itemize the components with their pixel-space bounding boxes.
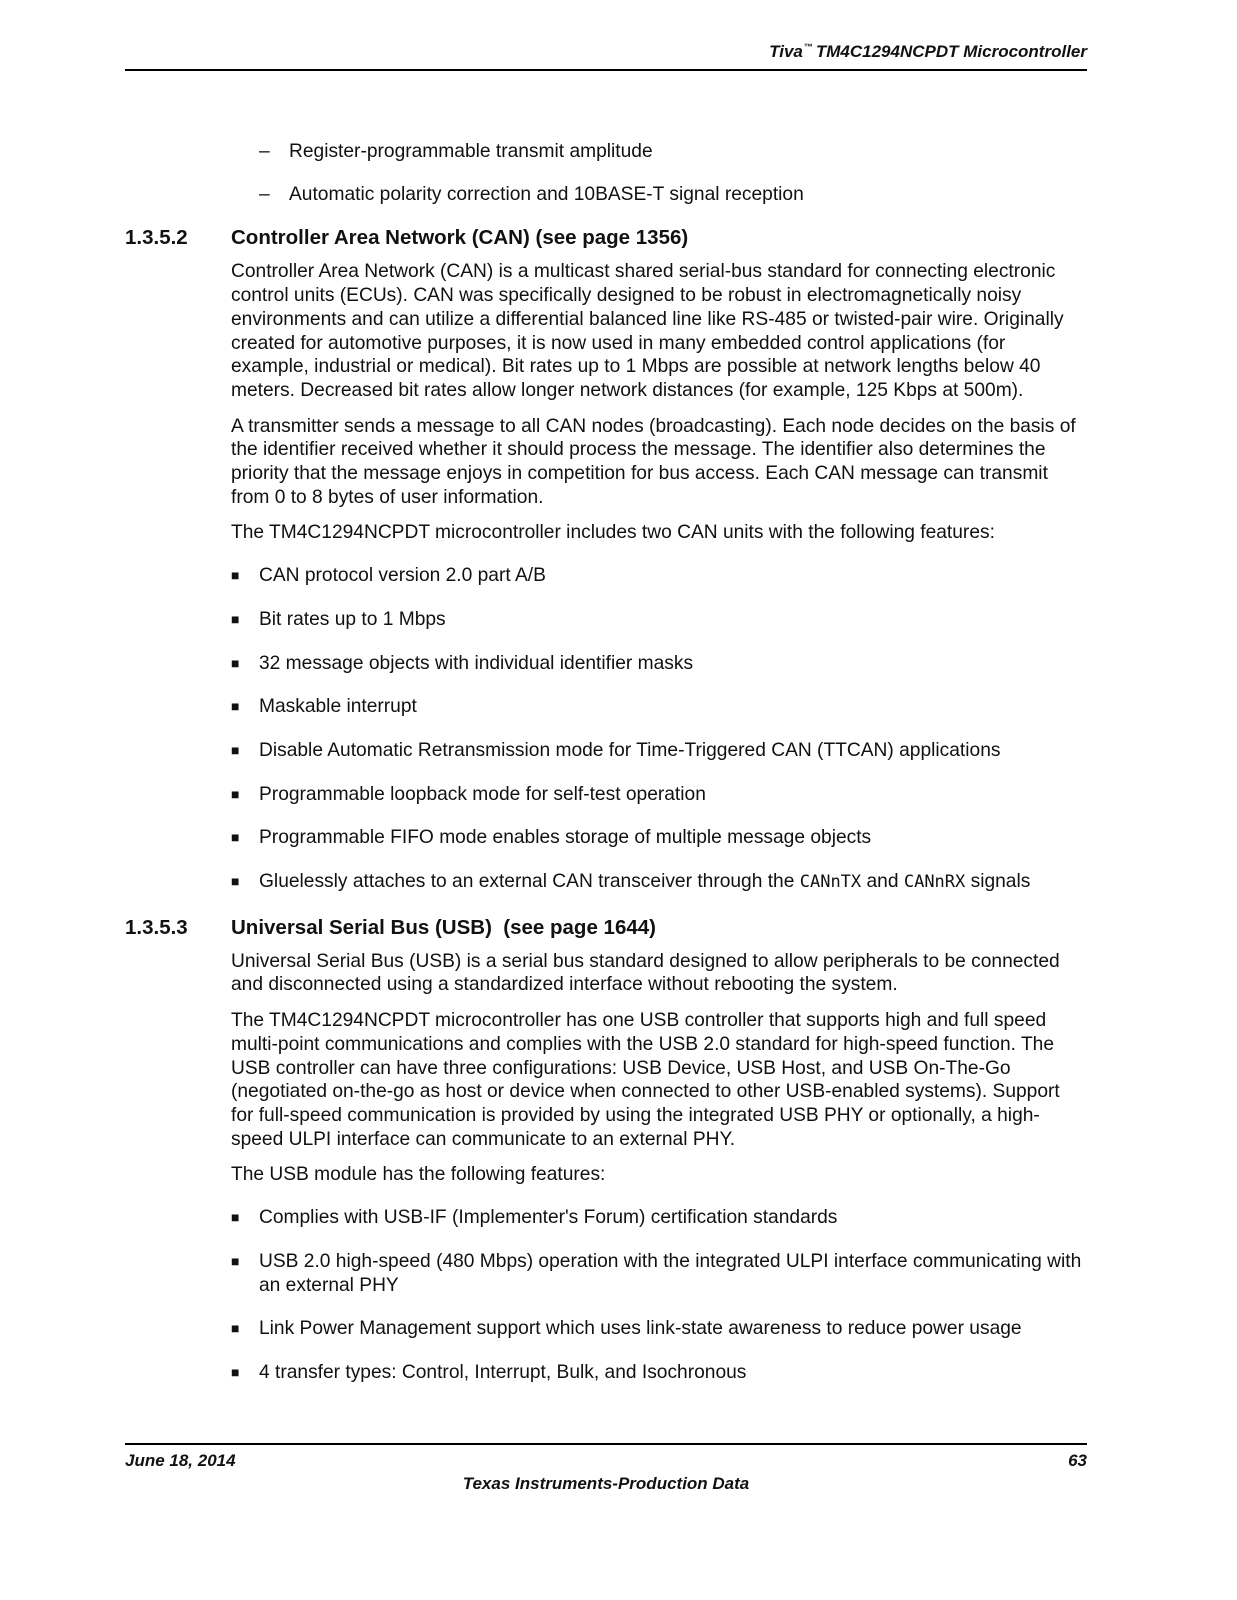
bullet-mark: ■ <box>231 1320 240 1337</box>
bullet-mark: ■ <box>231 1209 240 1226</box>
list-item <box>231 1250 1087 1297</box>
paragraph: The TM4C1294NCPDT microcontroller has one USB controller that supports high and full speed multi-point communications and complies with the USB 2.0 standard for high-speed function. The USB controller can have three configurations: USB Device, USB Host, and USB On-The-Go (negotiated on-the-go as host or device when connected to other USB-enabled systems). Support for full-speed communication is provided by using the integrated USB PHY or optionally, a high-speed ULPI interface can communicate to an external PHY. <box>231 1010 1060 1150</box>
list-item <box>231 1206 1087 1230</box>
bullet-mark: ■ <box>231 610 240 627</box>
header-title: TM4C1294NCPDT Microcontroller <box>815 42 1087 61</box>
list-item <box>231 870 1087 895</box>
bullet-mark: ■ <box>231 698 240 715</box>
list-item <box>231 564 1087 588</box>
list-item-text: Programmable loopback mode for self-test operation <box>259 783 706 805</box>
list-item <box>231 695 1087 719</box>
header-brand: Tiva <box>769 42 803 61</box>
paragraph: Universal Serial Bus (USB) is a serial bus standard designed to allow peripherals to be connected and disconnected using a standardized interface without rebooting the system. <box>231 950 1060 996</box>
list-item <box>231 783 1087 807</box>
list-item <box>231 652 1087 676</box>
section-number: 1.3.5.2 <box>125 226 188 250</box>
text-run: Gluelessly attaches to an external CAN transceiver through the <box>259 871 800 893</box>
section-title: Universal Serial Bus (USB) (see page 1644) <box>231 915 656 939</box>
bullet-mark: ■ <box>231 829 240 846</box>
bullet-mark: ■ <box>231 567 240 584</box>
list-item-text: Maskable interrupt <box>259 696 417 718</box>
dash-mark: – <box>259 183 270 205</box>
signal-name: CANnTX <box>799 872 862 893</box>
bullet-mark: ■ <box>231 873 240 890</box>
dash-mark: – <box>259 141 270 162</box>
section-number: 1.3.5.3 <box>125 915 188 939</box>
footer-date: June 18, 2014 <box>125 1451 236 1470</box>
list-item-text: 32 message objects with individual identifier masks <box>259 652 694 674</box>
signal-name: CANnRX <box>903 872 966 893</box>
list-item-text: Complies with USB-IF (Implementer's Forum) certification standards <box>259 1207 838 1229</box>
paragraph: The TM4C1294NCPDT microcontroller includes two CAN units with the following features: <box>231 522 995 544</box>
list-item-text <box>259 871 1030 892</box>
footer-source: Texas Instruments-Production Data <box>462 1474 750 1493</box>
section-heading-can <box>125 225 1087 251</box>
list-item-text: CAN protocol version 2.0 part A/B <box>259 565 546 587</box>
list-item-text: Register-programmable transmit amplitude <box>289 141 653 162</box>
bullet-mark: ■ <box>231 785 240 802</box>
page-number: 63 <box>1068 1451 1087 1470</box>
list-item-text: Disable Automatic Retransmission mode for Time-Triggered CAN (TTCAN) applications <box>259 739 1001 761</box>
header-rule <box>125 69 1087 71</box>
paragraph: A transmitter sends a message to all CAN nodes (broadcasting). Each node decides on the basis of the identifier received whether it should process the message. The identifier also determines the priority that the message enjoys in competition for bus access. Each CAN message can transmit from 0 to 8 bytes of user information. <box>231 415 1076 508</box>
list-item-text: Automatic polarity correction and 10BASE-T signal reception <box>289 183 804 205</box>
list-item <box>231 739 1087 763</box>
list-item <box>125 140 1087 164</box>
list-item-text: Link Power Management support which uses link-state awareness to reduce power usage <box>259 1318 1022 1340</box>
list-item <box>231 1361 1087 1385</box>
page-content <box>125 140 1087 1405</box>
list-item-text: 4 transfer types: Control, Interrupt, Bulk, and Isochronous <box>259 1361 747 1383</box>
text-run: signals <box>965 871 1031 893</box>
paragraph: Controller Area Network (CAN) is a multicast shared serial-bus standard for connecting electronic control units (ECUs). CAN was specifically designed to be robust in electromagnetically noisy environments and can utilize a differential balanced line like RS-485 or twisted-pair wire. Originally created for automotive purposes, it is now used in many embedded control applications (for example, industrial or medical). Bit rates up to 1 Mbps are possible at network lengths below 40 meters. Decreased bit rates allow longer network distances (for example, 125 Kbps at 500m). <box>231 261 1064 401</box>
page-header <box>125 42 1087 62</box>
list-item <box>231 1317 1087 1341</box>
list-item-text: Bit rates up to 1 Mbps <box>259 608 446 630</box>
bullet-mark: ■ <box>231 741 240 758</box>
trademark-symbol: ™ <box>803 42 813 53</box>
section-heading-usb <box>125 915 1087 941</box>
bullet-mark: ■ <box>231 1252 240 1269</box>
bullet-mark: ■ <box>231 654 240 671</box>
paragraph: The USB module has the following features: <box>231 1164 606 1186</box>
bullet-mark: ■ <box>231 1363 240 1380</box>
list-item <box>231 608 1087 632</box>
list-item <box>231 826 1087 850</box>
list-item-text: Programmable FIFO mode enables storage of multiple message objects <box>259 827 872 849</box>
section-title: Controller Area Network (CAN) (see page 1356) <box>231 226 689 250</box>
list-item <box>125 183 1087 207</box>
text-run: and <box>861 871 904 893</box>
list-item-text: USB 2.0 high-speed (480 Mbps) operation with the integrated ULPI interface communicating with an external PHY <box>259 1250 1082 1296</box>
footer-rule <box>125 1443 1087 1445</box>
